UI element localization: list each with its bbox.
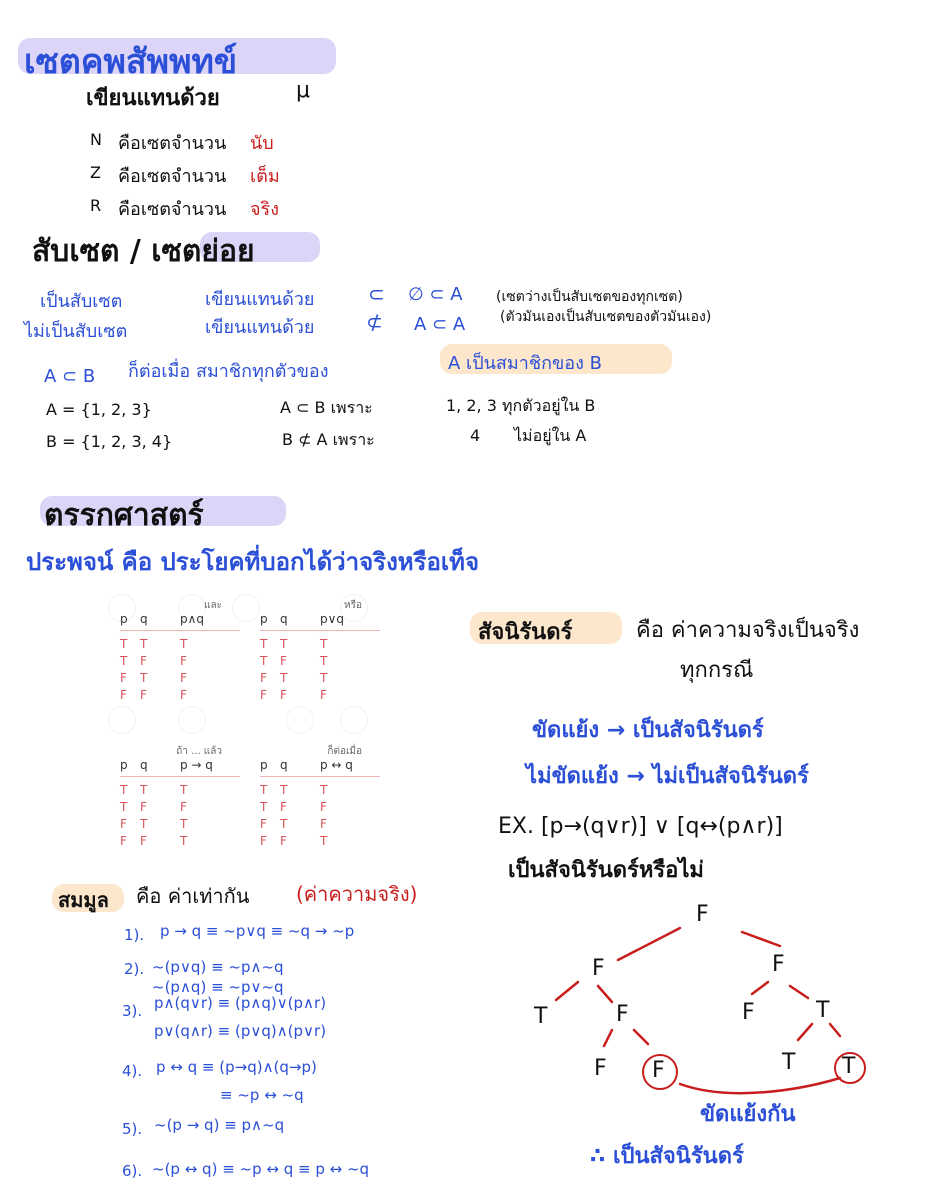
rule-no-conflict: ไม่ขัดแย้ง → ไม่เป็นสัจนิรันดร์	[526, 764, 809, 789]
set-symbol: Z	[90, 163, 101, 182]
example2-label: B ⊄ A เพราะ	[282, 430, 375, 449]
table-row: F T F	[120, 671, 187, 685]
set-text: คือเซตจำนวน	[118, 199, 227, 220]
tree-node: F	[696, 902, 709, 927]
table-header: p q p∨q	[260, 612, 380, 631]
set-a: A = {1, 2, 3}	[46, 400, 152, 419]
not-subset-write: เขียนแทนด้วย	[205, 317, 315, 338]
tree-edge	[604, 1030, 612, 1046]
statement-definition: ประพจน์ คือ ประโยคที่บอกได้ว่าจริงหรือเท็จ	[26, 548, 479, 576]
tree-node: F	[616, 1002, 629, 1027]
equivalence-law: p∨(q∧r) ≡ (p∨q)∧(p∨r)	[154, 1022, 327, 1040]
subset-def-highlight: A เป็นสมาชิกของ B	[448, 353, 602, 374]
tree-edge	[618, 928, 680, 960]
table-row: F F T	[120, 834, 188, 848]
truth-table-or	[260, 598, 380, 705]
tautology-conclusion: ∴ เป็นสัจนิรันดร์	[590, 1144, 744, 1169]
truth-table-implies	[120, 744, 240, 851]
tree-node: T	[782, 1050, 796, 1075]
subset-write: เขียนแทนด้วย	[205, 289, 315, 310]
tree-edge	[742, 932, 780, 946]
faint-circle	[340, 706, 368, 734]
item-number: 1).	[124, 926, 145, 944]
tautology-def-line1: คือ ค่าความจริงเป็นจริง	[636, 618, 860, 643]
subset-label: เป็นสับเซต	[40, 291, 123, 312]
faint-circle	[108, 706, 136, 734]
item-number: 3).	[122, 1002, 143, 1020]
example2-tail: ไม่อยู่ใน A	[514, 426, 587, 445]
tree-node: F	[594, 1056, 607, 1081]
table-row: F F F	[260, 688, 327, 702]
equivalence-def-red: (ค่าความจริง)	[296, 882, 418, 906]
table-row: T F T	[260, 654, 328, 668]
tree-node: T	[816, 998, 830, 1023]
example-expression: EX. [p→(q∨r)] ∨ [q↔(p∧r)]	[498, 814, 783, 839]
item-number: 5).	[122, 1120, 143, 1138]
table-caption: ก็ต่อเมื่อ	[327, 746, 362, 757]
example1-label: A ⊂ B เพราะ	[280, 398, 373, 417]
tree-node: T	[842, 1054, 856, 1079]
equivalence-law: ~(p → q) ≡ p∧~q	[154, 1116, 285, 1134]
table-row: T F F	[120, 654, 187, 668]
subset-symbol: ⊂	[368, 282, 385, 306]
faint-circle	[178, 706, 206, 734]
table-header: p q p ↔ q	[260, 758, 380, 777]
set-kind: เต็ม	[250, 166, 280, 187]
subset-def-left: A ⊂ B	[44, 366, 96, 387]
tree-node: T	[534, 1004, 548, 1029]
rule-conflict: ขัดแย้ง → เป็นสัจนิรันดร์	[532, 718, 764, 743]
conflict-label: ขัดแย้งกัน	[700, 1102, 796, 1127]
item-number: 6).	[122, 1162, 143, 1180]
section1-subtitle: เขียนแทนด้วย	[86, 86, 220, 111]
equivalence-title: สมมูล	[58, 888, 109, 912]
example2-value: 4	[470, 426, 481, 445]
subset-note: (เซตว่างเป็นสับเซตของทุกเซต)	[496, 289, 683, 305]
equivalence-law: p ↔ q ≡ (p→q)∧(q→p)	[156, 1058, 317, 1076]
truth-table-iff	[260, 744, 380, 851]
equivalence-law: ≡ ~p ↔ ~q	[220, 1086, 304, 1104]
table-row: T T T	[120, 637, 188, 651]
table-row: F F F	[120, 688, 187, 702]
section2-title: สับเซต / เซตย่อย	[32, 234, 255, 269]
equivalence-law: ~(p∨q) ≡ ~p∧~q	[152, 958, 284, 976]
tree-edge	[556, 982, 578, 1000]
table-row: F T T	[260, 671, 328, 685]
table-header: p q p → q	[120, 758, 240, 777]
subset-def-mid: ก็ต่อเมื่อ สมาชิกทุกตัวของ	[128, 361, 329, 382]
item-number: 2).	[124, 960, 145, 978]
set-symbol: N	[90, 130, 102, 149]
table-row: F T F	[260, 817, 327, 831]
tree-node: F	[772, 952, 785, 977]
tree-edge	[790, 986, 808, 998]
example-question: เป็นสัจนิรันดร์หรือไม่	[508, 858, 704, 883]
equivalence-law: p → q ≡ ~p∨q ≡ ~q → ~p	[160, 922, 355, 940]
tautology-def-line2: ทุกกรณี	[680, 658, 754, 683]
tree-edge	[634, 1030, 648, 1044]
table-row: T T T	[260, 783, 328, 797]
set-kind: จริง	[250, 199, 280, 220]
item-number: 4).	[122, 1062, 143, 1080]
example1-value: 1, 2, 3 ทุกตัวอยู่ใน B	[446, 396, 596, 415]
equivalence-def: คือ ค่าเท่ากัน	[136, 884, 250, 908]
table-header: p q p∧q	[120, 612, 240, 631]
tree-node: F	[592, 956, 605, 981]
table-row: F T T	[120, 817, 188, 831]
set-text: คือเซตจำนวน	[118, 133, 227, 154]
equivalence-law: ~(p∧q) ≡ ~p∨~q	[152, 978, 284, 996]
tautology-title: สัจนิรันดร์	[478, 620, 573, 645]
table-caption: ถ้า ... แล้ว	[176, 746, 222, 757]
set-b: B = {1, 2, 3, 4}	[46, 432, 173, 451]
table-caption: และ	[204, 600, 222, 611]
tree-edge	[752, 982, 768, 994]
set-text: คือเซตจำนวน	[118, 166, 227, 187]
equivalence-law: ~(p ↔ q) ≡ ~p ↔ q ≡ p ↔ ~q	[152, 1160, 370, 1178]
table-row: T F F	[260, 800, 327, 814]
mu-symbol: μ	[296, 78, 310, 103]
tree-node: F	[742, 1000, 755, 1025]
tree-edge	[598, 986, 612, 1002]
conflict-arc	[680, 1078, 840, 1093]
tree-edge	[798, 1024, 812, 1040]
not-subset-example: A ⊂ A	[414, 314, 466, 335]
tree-node: F	[652, 1058, 665, 1083]
truth-table-and	[120, 598, 240, 705]
table-row: T T T	[120, 783, 188, 797]
section3-title: ตรรกศาสตร์	[44, 498, 204, 533]
subset-example: ∅ ⊂ A	[408, 284, 463, 305]
set-symbol: R	[90, 196, 102, 215]
table-row: T T T	[260, 637, 328, 651]
tree-edge	[830, 1024, 840, 1036]
not-subset-label: ไม่เป็นสับเซต	[24, 321, 128, 342]
set-kind: นับ	[250, 133, 274, 154]
not-subset-symbol: ⊄	[366, 310, 383, 334]
table-row: F F T	[260, 834, 328, 848]
table-caption: หรือ	[344, 600, 362, 611]
not-subset-note: (ตัวมันเองเป็นสับเซตของตัวมันเอง)	[500, 309, 712, 325]
table-row: T F F	[120, 800, 187, 814]
section1-title: เซตคพสัพพทข์	[24, 42, 238, 82]
equivalence-law: p∧(q∨r) ≡ (p∧q)∨(p∧r)	[154, 994, 327, 1012]
faint-circle	[286, 706, 314, 734]
